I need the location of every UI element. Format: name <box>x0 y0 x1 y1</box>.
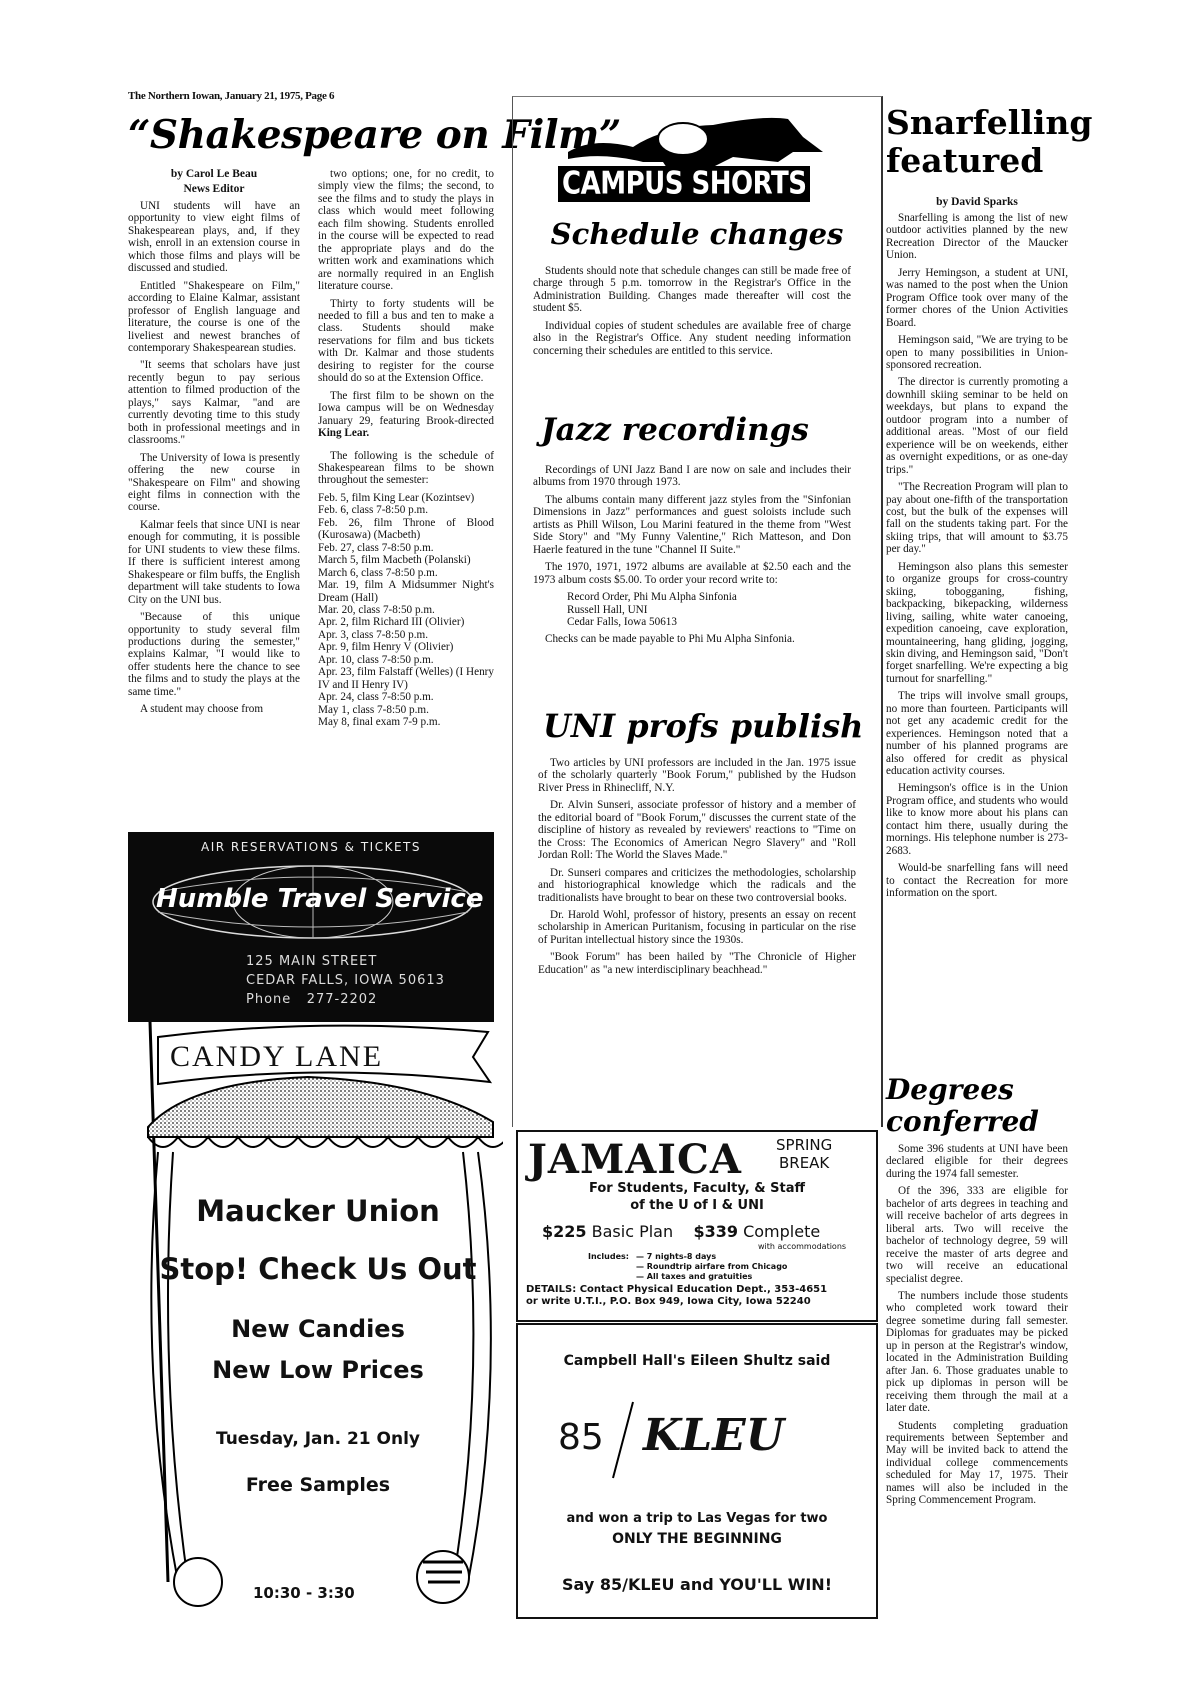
candy-line-5: Tuesday, Jan. 21 Only <box>215 1429 421 1449</box>
snarfelling-headline-2: featured <box>886 141 1044 180</box>
schedule-item-list <box>318 492 494 729</box>
candy-line-4: New Low Prices <box>212 1356 424 1384</box>
jamaica-ad <box>516 1130 878 1322</box>
degrees-body <box>886 1143 1068 1512</box>
schedule-item: Apr. 10, class 7-8:50 p.m. <box>318 653 434 666</box>
paragraph: The albums contain many different jazz styles from the "Sinfonian Dimensions in Jazz" performances and guest soloists include such artists as Phill Wilson, Lou Marini featured in the theme from "West Side Story" and "My Funny Valentine," Rich Matteson, and Don Haerle featured in the tune "Channel II Suite." <box>533 493 851 556</box>
jamaica-details-2: or write U.T.I., P.O. Box 949, Iowa City, Iowa 52240 <box>526 1296 811 1307</box>
paragraph: A student may choose from <box>140 703 264 716</box>
snarfelling-body <box>886 196 1068 905</box>
paragraph: Kalmar feels that since UNI is near enough for commuting, it is possible for UNI students to view these films. If there is sufficient interest among Shakespeare or film buffs, the English department will take students to Iowa City on the UNI bus. <box>128 518 300 606</box>
paragraph: "Book Forum" has been hailed by "The Chronicle of Higher Education" as "a new interdisciplinary beachhead." <box>538 951 856 976</box>
paragraph: Dr. Harold Wohl, professor of history, presents an essay on recent scholarship in American Puritanism, focusing in particular on the rise of Puritan intellectual history since the 1930s. <box>538 908 856 946</box>
schedule-item: May 1, class 7-8:50 p.m. <box>318 703 429 716</box>
includes-item: — Roundtrip airfare from Chicago <box>636 1262 788 1271</box>
accommodations-note: with accommodations <box>758 1242 847 1251</box>
paragraph: Would-be snarfelling fans will need to contact the Recreation for more information on the sport. <box>886 862 1068 900</box>
jamaica-for-2: of the U of I & UNI <box>630 1198 764 1213</box>
humble-travel-ad <box>128 832 494 1022</box>
address-line: Cedar Falls, Iowa 50613 <box>567 615 677 628</box>
travel-street: 125 MAIN STREET <box>246 954 378 969</box>
first-film-text: The first film to be shown on the Iowa campus will be on Wednesday January 29, featuring Brook-directed <box>318 389 494 427</box>
jamaica-spring: SPRING <box>776 1136 833 1154</box>
kleu-line-1: Campbell Hall's Eileen Shultz said <box>563 1353 831 1369</box>
schedule-item: Apr. 23, film Falstaff (Welles) (I Henry IV and II Henry IV) <box>318 666 494 691</box>
jazz-closing: Checks can be made payable to Phi Mu Alpha Sinfonia. <box>545 633 795 646</box>
schedule-item: Mar. 20, class 7-8:50 p.m. <box>318 603 435 616</box>
snarfelling-headline-1: Snarfelling <box>886 103 1093 142</box>
first-film-title: King Lear. <box>318 427 370 440</box>
schedule-item: Apr. 9, film Henry V (Olivier) <box>318 641 454 654</box>
paragraph: Jerry Hemingson, a student at UNI, was named to the post when the Union Program Office took over many of the former chores of the Union Activities Board. <box>886 266 1068 329</box>
shakespeare-col-2 <box>318 168 494 728</box>
includes-item: — All taxes and gratuities <box>636 1272 753 1281</box>
paragraph: The trips will involve small groups, no more than fourteen. Participants will not get any academic credit for the experiences. Hemingson noted that a number of his planned programs are also offered for credit as physical education activity courses. <box>886 690 1068 778</box>
price-complete: $339 <box>693 1222 738 1241</box>
byline: by Carol Le Beau <box>170 168 258 180</box>
candy-banner: CANDY LANE <box>170 1040 384 1073</box>
paragraph: Hemingson also plans this semester to organize groups for cross-country skiing, tobogganing, fishing, backpacking, bikepacking, wilderness living, sailing, white water canoeing, expedition canoeing, cave exploration, mountaineering, hang gliding, jogging, skin diving, and Hemingson said, "Don't forget snarfelling. We're expecting a big turnout for snarfelling." <box>886 560 1068 685</box>
includes-item-list <box>636 1252 787 1282</box>
shakespeare-headline: “Shakespeare on Film” <box>128 112 621 158</box>
profs-body <box>538 757 856 981</box>
byline-title: News Editor <box>183 183 245 195</box>
candy-line-3: New Candies <box>231 1315 405 1343</box>
includes-item: — 7 nights-8 days <box>636 1252 717 1261</box>
schedule-item: Feb. 26, film Throne of Blood (Kurosawa) (Macbeth) <box>318 516 494 542</box>
schedule-changes-body <box>533 265 851 362</box>
plan-basic: Basic Plan <box>591 1222 674 1241</box>
paragraph: The University of Iowa is presently offering the new course in "Shakespeare on Film" and showing eight films in connection with the course. <box>128 451 300 514</box>
schedule-item: Feb. 6, class 7-8:50 p.m. <box>318 504 429 517</box>
shakespeare-col-1 <box>128 168 300 721</box>
paragraph: Hemingson's office is in the Union Program office, and students who would like to know more about his plans can contact him there, usually during the mornings. His telephone number is 273-2683. <box>886 782 1068 857</box>
travel-top: AIR RESERVATIONS & TICKETS <box>201 840 421 854</box>
schedule-item: Feb. 27, class 7-8:50 p.m. <box>318 541 434 554</box>
paragraph: Two articles by UNI professors are included in the Jan. 1975 issue of the scholarly quarterly "Book Forum," published by the Hudson River Press in Rhinecliff, N.Y. <box>538 757 856 794</box>
jamaica-title: JAMAICA <box>528 1136 742 1183</box>
paragraph: "It seems that scholars have just recently begun to pay serious attention to filmed production of the plays," says Kalmar, "and are currently devoting time to this study both in professional meetings and in classrooms." <box>128 359 300 447</box>
paragraph: Of the 396, 333 are eligible for bachelor of arts degrees in teaching and will receive bachelor of arts degrees in liberal arts. Two will receive the bachelor of technology degree, 59 will receive the master of arts degree and two will receive an educational specialist degree. <box>886 1185 1068 1285</box>
paragraph: Individual copies of student schedules are available free of charge also in the Registrar's Office. Any student needing information concerning their schedules are entitled to this service. <box>533 319 851 357</box>
paragraph: Dr. Sunseri compares and criticizes the methodologies, scholarship and historiographical knowledge which the radicals and the traditionalists have brought to bear on these two controversial books. <box>538 866 856 904</box>
jamaica-details-1: DETAILS: Contact Physical Education Dept., 353-4651 <box>526 1284 828 1295</box>
schedule-item: Apr. 3, class 7-8:50 p.m. <box>318 628 429 641</box>
profs-headline: UNI profs publish <box>543 707 864 745</box>
paragraph-list <box>886 1143 1068 1507</box>
paragraph: Dr. Alvin Sunseri, associate professor of history and a member of the editorial board of "Book Forum," discusses the current state of the discipline of history as revealed by reviewers' reactions to "Time on the Cross: The Economics of American Negro Slavery" and "Roll Jordan Roll: The World the Slaves Made." <box>538 799 856 862</box>
schedule-item: Apr. 24, class 7-8:50 p.m. <box>318 691 434 704</box>
paragraph: Snarfelling is among the list of new outdoor activities planned by the new Recreation Director of the Maucker Union. <box>886 212 1068 262</box>
schedule-intro: The following is the schedule of Shakespearean films to be shown throughout the semester: <box>318 449 494 487</box>
schedule-item: Feb. 5, film King Lear (Kozintsev) <box>318 491 475 504</box>
paragraph: two options; one, for no credit, to simply view the films; the second, to see the films and to study the plays in class which would meet following each film showing. Students enrolled in the course will be expected to read the appropriate plays and do the written work and examinations which are normally required in an English literature course. <box>318 168 494 293</box>
kleu-ad <box>516 1323 878 1619</box>
paragraph: "Because of this unique opportunity to study several film productions during the semester," explains Kalmar, "I would like to offer students here the chance to see the films and to study the plays at the same time." <box>128 611 300 698</box>
paragraph: Students should note that schedule changes can still be made free of charge through 5 p.m. tomorrow in the Registrar's Office in the Administration Building. Changes made thereafter will cost the student $5. <box>533 265 851 315</box>
candy-line-6: Free Samples <box>245 1474 391 1496</box>
schedule-item: March 6, class 7-8:50 p.m. <box>318 566 438 579</box>
paragraph: The director is currently promoting a downhill skiing seminar to be held on weekdays, but plans to expand the outdoor program into a number of additional areas. "Most of our field experience will be on weekends, either as overnight expeditions, or as one-day trips." <box>886 376 1068 476</box>
schedule-item: March 5, film Macbeth (Polanski) <box>318 554 471 567</box>
price-basic: $225 <box>542 1222 587 1241</box>
paragraph: Recordings of UNI Jazz Band I are now on sale and includes their albums from 1970 through 1973. <box>533 464 851 489</box>
address-line-list <box>533 591 851 628</box>
degrees-headline-2: conferred <box>886 1105 1039 1138</box>
degrees-headline-1: Degrees <box>886 1073 1014 1106</box>
paragraph: "The Recreation Program will plan to pay about one-fifth of the transportation cost, but the bulk of the expenses will fall on the students taking part. For the skiing trips, that will amount to $3.75 per day." <box>886 481 1068 556</box>
kleu-frequency: 85 <box>558 1417 604 1458</box>
schedule-changes-headline: Schedule changes <box>550 217 844 251</box>
paragraph: Entitled "Shakespeare on Film," according to Elaine Kalmar, assistant professor of English language and literature, the course is one of the liveliest and newest branches of contemporary Shakespearean studies. <box>128 279 300 354</box>
paragraph: The numbers include those students who completed work toward their degree sometime during fall semester. Diplomas for graduates may be picked up in person at the Registrar's window, located in the Administration Building after Jan. 6. Those graduates unable to pick up diplomas in person will be receiving them through the mail at a later date. <box>886 1289 1068 1415</box>
paragraph: Some 396 students at UNI have been declared eligible for their degrees during the 1974 fall semester. <box>886 1143 1068 1180</box>
travel-city: CEDAR FALLS, IOWA 50613 <box>246 973 445 988</box>
jazz-body <box>533 464 851 651</box>
includes-label: Includes: <box>588 1252 629 1261</box>
paragraph-list <box>533 265 851 357</box>
paragraph-list <box>538 757 856 976</box>
paragraph: Thirty to forty students will be needed to fill a bus and ten to make a class. Students should make reservations for film and bus tickets with Dr. Kalmar and those students desiring to register for the course should do so at the Extension Office. <box>318 297 494 385</box>
kleu-line-4: Say 85/KLEU and YOU'LL WIN! <box>562 1575 832 1594</box>
campus-shorts-logo: CAMPUS SHORTS <box>558 166 810 202</box>
paragraph-list <box>128 200 300 716</box>
candy-lane-ad <box>128 1022 503 1618</box>
schedule-item: Apr. 2, film Richard III (Olivier) <box>318 616 465 629</box>
travel-name: Humble Travel Service <box>156 884 484 914</box>
kleu-logo: KLEU <box>643 1410 785 1461</box>
campus-shorts-box <box>512 96 883 1127</box>
paragraph-list <box>533 464 851 586</box>
paragraph: Students completing graduation requirements between September and May will be invited back to attend the individual college commencements scheduled for May 17, 1975. Their names will also be included in the Spring Commencement Program. <box>886 1419 1068 1507</box>
schedule-item: May 8, final exam 7-9 p.m. <box>318 716 441 729</box>
paragraph: The 1970, 1971, 1972 albums are available at $2.50 each and the 1973 album costs $5.00. To order your record write to: <box>533 561 851 586</box>
travel-phone-label: Phone <box>246 992 292 1007</box>
plan-complete: Complete <box>743 1222 821 1241</box>
slash-divider <box>608 1400 638 1480</box>
kleu-line-3: ONLY THE BEGINNING <box>612 1531 782 1547</box>
candy-line-2: Stop! Check Us Out <box>159 1252 477 1286</box>
paragraph-list <box>886 212 1068 900</box>
jamaica-break: BREAK <box>778 1154 830 1172</box>
candy-hours: 10:30 - 3:30 <box>253 1584 355 1602</box>
kleu-line-2: and won a trip to Las Vegas for two <box>566 1511 828 1526</box>
jazz-headline: Jazz recordings <box>541 412 809 448</box>
paragraph-list <box>318 168 494 385</box>
travel-phone: 277-2202 <box>306 992 378 1007</box>
snarfelling-byline: by David Sparks <box>936 196 1018 208</box>
schedule-item: Mar. 19, film A Midsummer Night's Dream (Hall) <box>318 579 494 604</box>
address-line: Record Order, Phi Mu Alpha Sinfonia <box>567 591 737 604</box>
candy-line-1: Maucker Union <box>196 1194 440 1228</box>
page-folio: The Northern Iowan, January 21, 1975, Page 6 <box>128 90 335 102</box>
paragraph: Hemingson said, "We are trying to be open to many possibilities in Union-sponsored recreation. <box>886 334 1068 371</box>
paragraph: UNI students will have an opportunity to view eight films of Shakespearean plays, and, if they wish, enroll in an extension course in which those films and plays will be discussed and studied. <box>128 200 300 275</box>
jamaica-for-1: For Students, Faculty, & Staff <box>588 1181 806 1196</box>
address-line: Russell Hall, UNI <box>567 603 648 616</box>
